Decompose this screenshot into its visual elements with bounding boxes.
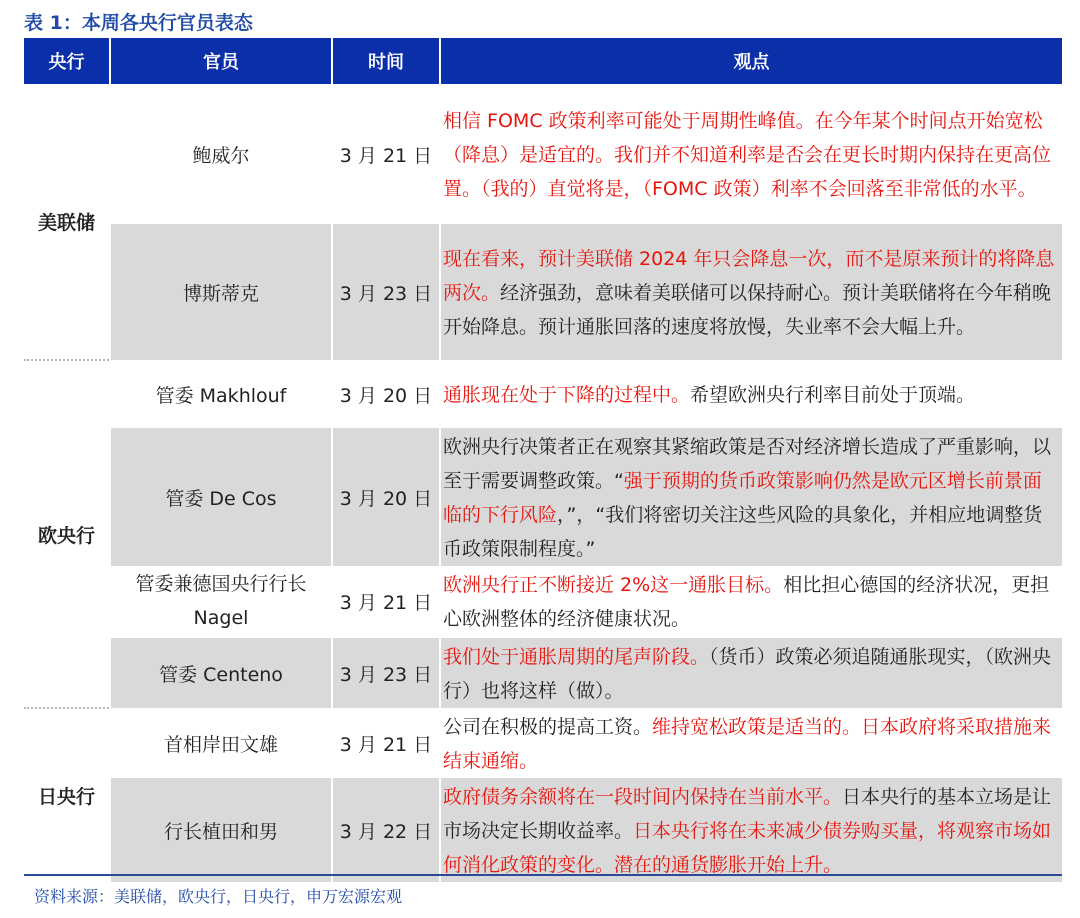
highlighted-text: 维持宽松政策是适当的。日本政府将采取措施来结束通缩。 — [443, 716, 1052, 772]
bank-cell-ecb: 欧央行 — [24, 360, 110, 708]
table-row — [24, 708, 1062, 778]
view-text: ，”，“我们将密切关注这些风险的具象化，并相应地调整货币政策限制程度。” — [443, 504, 1043, 560]
view-cell — [440, 637, 1062, 708]
table-row — [24, 637, 1062, 708]
header-official: 官员 — [110, 38, 332, 84]
table-row — [24, 566, 1062, 637]
view-cell — [440, 224, 1062, 360]
header-time: 时间 — [332, 38, 440, 84]
view-text: （货币）政策必须追随通胀现实，（欧洲央行）也将这样（做）。 — [443, 646, 1052, 702]
view-cell — [440, 778, 1062, 882]
official-cell: 管委兼德国央行行长 Nagel — [110, 566, 332, 637]
highlighted-text: 现在看来，预计美联储 2024 年只会降息一次，而不是原来预计的将降息两次。 — [443, 248, 1055, 304]
highlighted-text: 政府债务余额将在一段时间内保持在当前水平。 — [443, 786, 843, 808]
table-row — [24, 428, 1062, 566]
view-cell — [440, 566, 1062, 637]
source-note: 资料来源：美联储，欧央行，日央行，申万宏源宏观 — [24, 874, 1062, 916]
view-text: 欧洲央行决策者正在观察其紧缩政策是否对经济增长造成了严重影响，以至于需要调整政策。“ — [443, 436, 1052, 492]
date-cell: 3 月 21 日 — [332, 84, 440, 224]
view-cell — [440, 360, 1062, 428]
official-cell: 首相岸田文雄 — [110, 708, 332, 778]
official-cell: 鲍威尔 — [110, 84, 332, 224]
view-cell — [440, 708, 1062, 778]
official-cell: 行长植田和男 — [110, 778, 332, 882]
highlighted-text: 欧洲央行正不断接近 2%这一通胀目标。 — [443, 574, 784, 596]
view-text: 希望欧洲央行利率目前处于顶端。 — [690, 384, 976, 406]
view-text: 经济强劲，意味着美联储可以保持耐心。预计美联储将在今年稍晚开始降息。预计通胀回落的速度将放慢，失业率不会大幅上升。 — [443, 282, 1052, 338]
highlighted-text: 强于预期的货币政策影响仍然是欧元区增长前景面临的下行风险 — [443, 470, 1042, 526]
header-view: 观点 — [440, 38, 1062, 84]
view-cell — [440, 84, 1062, 224]
highlighted-text: 我们处于通胀周期的尾声阶段。 — [443, 646, 710, 668]
date-cell: 3 月 22 日 — [332, 778, 440, 882]
official-cell: 管委 Makhlouf — [110, 360, 332, 428]
bank-cell-boj: 日央行 — [24, 708, 110, 882]
date-cell: 3 月 23 日 — [332, 637, 440, 708]
bank-cell-fed: 美联储 — [24, 84, 110, 360]
official-cell: 管委 De Cos — [110, 428, 332, 566]
date-cell: 3 月 20 日 — [332, 360, 440, 428]
official-cell: 管委 Centeno — [110, 637, 332, 708]
official-cell: 博斯蒂克 — [110, 224, 332, 360]
central-bank-statements-table — [24, 38, 1062, 882]
table-row — [24, 778, 1062, 882]
date-cell: 3 月 21 日 — [332, 566, 440, 637]
table-row — [24, 84, 1062, 224]
header-bank: 央行 — [24, 38, 110, 84]
highlighted-text: 日本央行将在未来减少债券购买量，将观察市场如何消化政策的变化。潜在的通货膨胀开始上升。 — [443, 820, 1052, 876]
table-row — [24, 224, 1062, 360]
table-row — [24, 360, 1062, 428]
view-text: 日本央行的基本立场是让市场决定长期收益率。 — [443, 786, 1052, 842]
header-row — [24, 38, 1062, 84]
highlighted-text: 通胀现在处于下降的过程中。 — [443, 384, 691, 406]
view-text: 相比担心德国的经济状况，更担心欧洲整体的经济健康状况。 — [443, 574, 1050, 630]
table-title: 表 1：本周各央行官员表态 — [24, 12, 253, 34]
date-cell: 3 月 23 日 — [332, 224, 440, 360]
highlighted-text: 相信 FOMC 政策利率可能处于周期性峰值。在今年某个时间点开始宽松（降息）是适宜的。我们并不知道利率是否会在更长时期内保持在更高位置。（我的）直觉将是，（FOMC 政策）利率不会回落至非常低的水平。 — [443, 110, 1052, 200]
view-text: 公司在积极的提高工资。 — [443, 716, 653, 738]
date-cell: 3 月 20 日 — [332, 428, 440, 566]
view-cell — [440, 428, 1062, 566]
date-cell: 3 月 21 日 — [332, 708, 440, 778]
